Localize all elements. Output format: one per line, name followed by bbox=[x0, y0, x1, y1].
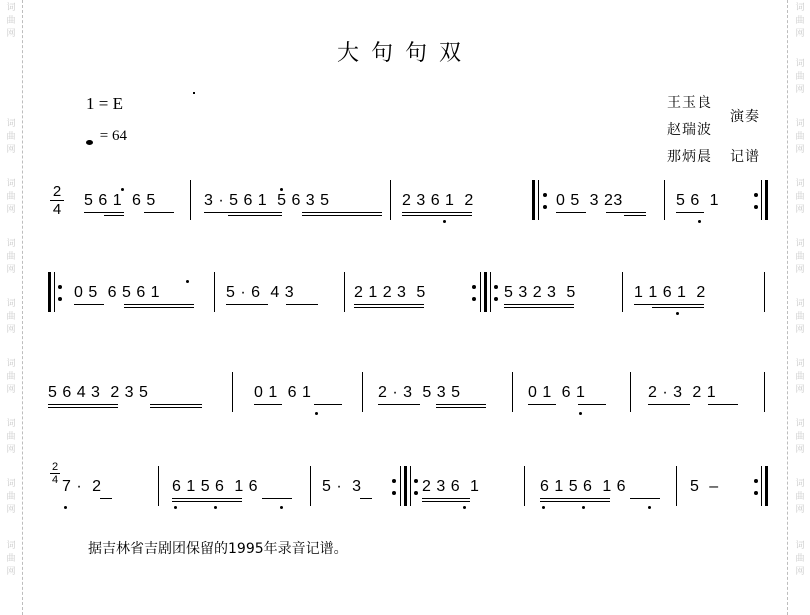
barline bbox=[362, 372, 363, 412]
repeat-end-dots bbox=[754, 466, 758, 506]
staff-row-2 bbox=[0, 272, 810, 332]
repeat-start-thin bbox=[538, 180, 539, 220]
measure bbox=[204, 180, 384, 240]
stray-mark bbox=[193, 92, 195, 94]
left-watermark-column: 词 曲 网 词 曲 网 词 曲 网 词 曲 网 词 曲 网 词 曲 网 词 曲 网 词 曲 网 词 曲 网 bbox=[6, 3, 16, 577]
staff-row-4 bbox=[0, 461, 810, 526]
barline bbox=[390, 180, 391, 220]
notes: 0 1 6 1 bbox=[528, 384, 586, 401]
right-watermark-column: 词 曲 网 词 曲 网 词 曲 网 词 曲 网 词 曲 网 词 曲 网 词 曲 网 词 曲 网 词 曲 网 词 曲 网 bbox=[795, 3, 805, 577]
tempo-marking bbox=[86, 128, 127, 145]
notes: 2 1 2 3 5 bbox=[354, 284, 426, 301]
notes: 5 3 2 3 5 bbox=[504, 284, 576, 301]
notes: 2 · 3 5 3 5 bbox=[378, 384, 461, 401]
notes: 2 3 6 1 bbox=[422, 478, 480, 495]
measure bbox=[254, 372, 334, 432]
performer-2: 赵瑞波 bbox=[667, 122, 712, 138]
measure bbox=[540, 466, 670, 526]
repeat-dots bbox=[58, 272, 62, 312]
barline bbox=[524, 466, 525, 506]
measure bbox=[556, 180, 660, 240]
repeat-end-thin bbox=[480, 272, 481, 312]
notes: 6 1 5 6 1 6 bbox=[172, 478, 259, 495]
staff-row-3 bbox=[0, 372, 810, 432]
notes: 5 6 4 3 2 3 5 bbox=[48, 384, 149, 401]
barline bbox=[622, 272, 623, 312]
barline bbox=[512, 372, 513, 412]
barline bbox=[190, 180, 191, 220]
final-barline-thin bbox=[761, 466, 762, 506]
measure bbox=[354, 272, 464, 332]
measure bbox=[322, 466, 382, 526]
time-signature: 2 4 bbox=[50, 184, 64, 217]
notes: 5 · 6 4 3 bbox=[226, 284, 295, 301]
measure bbox=[528, 372, 618, 432]
measure bbox=[634, 272, 754, 332]
measure bbox=[676, 180, 756, 240]
notes: 6 1 5 6 1 6 bbox=[540, 478, 627, 495]
barline bbox=[630, 372, 631, 412]
notes: 2 · 3 2 1 bbox=[648, 384, 717, 401]
final-barline-thick bbox=[765, 466, 768, 506]
transcriber-role: 记谱 bbox=[730, 149, 760, 165]
measure bbox=[648, 372, 758, 432]
measure bbox=[62, 466, 142, 526]
repeat-end-thin bbox=[400, 466, 401, 506]
barline bbox=[310, 466, 311, 506]
barline bbox=[344, 272, 345, 312]
quarter-note-icon bbox=[86, 134, 94, 140]
barline bbox=[158, 466, 159, 506]
repeat-end-thick bbox=[765, 180, 768, 220]
notes: 0 1 6 1 bbox=[254, 384, 312, 401]
performer-1: 王玉良 bbox=[667, 95, 712, 111]
measure bbox=[48, 372, 218, 432]
repeat-end-dots bbox=[392, 466, 396, 506]
key-signature: 1 = E bbox=[86, 94, 123, 113]
measure bbox=[422, 466, 518, 526]
measure bbox=[84, 180, 184, 240]
notes: 5 6 1 6 5 bbox=[84, 192, 156, 209]
source-footnote: 据吉林省吉剧团保留的1995年录音记谱。 bbox=[88, 541, 348, 557]
measure bbox=[172, 466, 302, 526]
notes: 0 5 6 5 6 1 bbox=[74, 284, 161, 301]
repeat-start-dots bbox=[494, 272, 498, 312]
measure bbox=[690, 466, 750, 526]
measure bbox=[504, 272, 614, 332]
notes: 5 – bbox=[690, 478, 719, 495]
repeat-double-thick bbox=[484, 272, 487, 312]
song-title: 大句句双 bbox=[336, 41, 473, 66]
notes: 7 · 2 bbox=[62, 478, 102, 495]
tempo-value: = 64 bbox=[99, 128, 127, 144]
staff-row-1 bbox=[0, 180, 810, 240]
repeat-end-dots bbox=[472, 272, 476, 312]
repeat-end-thin bbox=[761, 180, 762, 220]
repeat-end-dots bbox=[754, 180, 758, 220]
repeat-start-thick bbox=[48, 272, 51, 312]
transcriber: 那炳晨 bbox=[667, 149, 712, 165]
barline bbox=[232, 372, 233, 412]
barline bbox=[764, 372, 765, 412]
barline bbox=[764, 272, 765, 312]
repeat-start-dots bbox=[414, 466, 418, 506]
performers-role: 演奏 bbox=[730, 109, 760, 125]
notes: 5 · 3 bbox=[322, 478, 362, 495]
measure bbox=[74, 272, 214, 332]
barline bbox=[664, 180, 665, 220]
measure bbox=[378, 372, 498, 432]
repeat-start-thin bbox=[410, 466, 411, 506]
repeat-dots bbox=[543, 180, 547, 220]
notes: 0 5 3 23 bbox=[556, 192, 623, 209]
repeat-start-thick bbox=[532, 180, 535, 220]
notes: 2 3 6 1 2 bbox=[402, 192, 474, 209]
repeat-double-thick bbox=[404, 466, 407, 506]
barline bbox=[676, 466, 677, 506]
repeat-start-thin bbox=[490, 272, 491, 312]
notes: 3 · 5 6 1 5 6 3 5 bbox=[204, 192, 330, 209]
notes: 1 1 6 1 2 bbox=[634, 284, 706, 301]
measure bbox=[402, 180, 512, 240]
notes: 5 6 1 bbox=[676, 192, 720, 209]
time-signature-change: 2 4 bbox=[51, 461, 59, 486]
barline bbox=[214, 272, 215, 312]
measure bbox=[226, 272, 326, 332]
repeat-start-thin bbox=[54, 272, 55, 312]
